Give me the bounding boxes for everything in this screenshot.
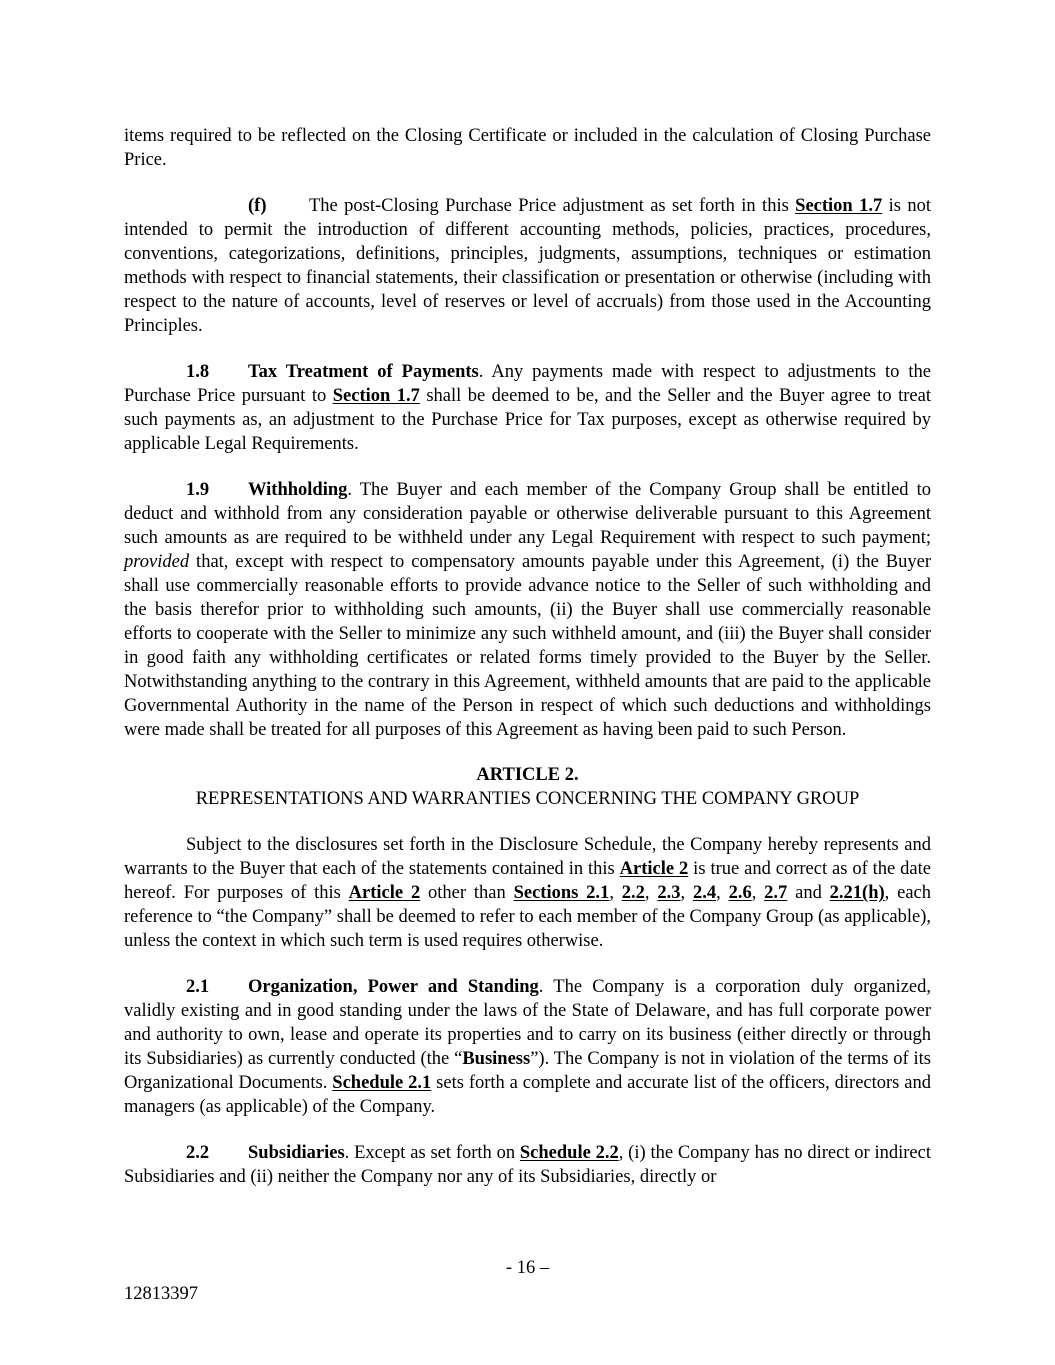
- section-number: 2.1: [186, 977, 210, 997]
- article-heading: ARTICLE 2.: [476, 765, 579, 785]
- clause-label: (f): [248, 196, 267, 216]
- section-title: Organization, Power and Standing: [248, 977, 539, 997]
- cross-reference-link[interactable]: 2.3: [657, 883, 681, 903]
- cross-reference-link[interactable]: Section 1.7: [332, 386, 420, 406]
- italic-term: provided: [124, 552, 190, 572]
- cross-reference-link[interactable]: Section 1.7: [795, 196, 883, 216]
- cross-reference-link[interactable]: Schedule 2.2: [519, 1143, 619, 1163]
- document-page: [124, 124, 931, 1189]
- cross-reference-link[interactable]: Sections 2.1: [513, 883, 610, 903]
- document-id: 12813397: [124, 1284, 198, 1304]
- cross-reference-link[interactable]: 2.4: [692, 883, 717, 903]
- section-number: 1.8: [186, 362, 210, 382]
- section-number: 1.9: [186, 480, 210, 500]
- paragraph-continuation: items required to be reflected on the Closing Certificate or included in the calculation of Closing Purchase Price.: [124, 126, 931, 170]
- section-1-8: 1.8 Tax Treatment of Payments. Any payments made with respect to adjustments to the Purchase Price pursuant to Section 1.7 shall be deemed to be, and the Seller and the Buyer agree to treat such payments as, an adjustment to the Purchase Price for Tax purposes, except as otherwise required by applicable Legal Requirements.: [124, 362, 932, 454]
- article-subheading: REPRESENTATIONS AND WARRANTIES CONCERNING THE COMPANY GROUP: [195, 789, 860, 809]
- cross-reference-link[interactable]: Article 2: [619, 859, 689, 879]
- paragraph-1-7-f: (f) The post-Closing Purchase Price adjustment as set forth in this Section 1.7 is not intended to permit the introduction of different accounting methods, policies, practices, procedures, conventions, categorizations, definitions, principles, judgments, assumptions, techniques or estimation methods with respect to financial statements, their classification or presentation or otherwise (including with respect to the nature of accounts, level of reserves or level of accruals) from those used in the Accounting Principles.: [124, 196, 931, 336]
- article-2-intro: Subject to the disclosures set forth in the Disclosure Schedule, the Company hereby represents and warrants to the Buyer that each of the statements contained in this Article 2 is true and correct as of the date hereof. For purposes of this Article 2 other than Sections 2.1, 2.2, 2.3, 2.4, 2.6, 2.7 and 2.21(h), each reference to “the Company” shall be deemed to refer to each member of the Company Group (as applicable), unless the context in which such term is used requires otherwise.: [124, 835, 932, 951]
- cross-reference-link[interactable]: Schedule 2.1: [332, 1073, 432, 1093]
- section-2-2: 2.2 Subsidiaries. Except as set forth on Schedule 2.2, (i) the Company has no direct or indirect Subsidiaries and (ii) neither the Company nor any of its Subsidiaries, directly or: [124, 1143, 931, 1187]
- section-1-9: 1.9 Withholding. The Buyer and each member of the Company Group shall be entitled to deduct and withhold from any consideration payable or otherwise deliverable pursuant to this Agreement such amounts as are required to be withheld under any Legal Requirement with respect to such payment; provided that, except with respect to compensatory amounts payable under this Agreement, (i) the Buyer shall use commercially reasonable efforts to provide advance notice to the Seller of such withholding and the basis therefor prior to withholding such amounts, (ii) the Buyer shall use commercially reasonable efforts to cooperate with the Seller to minimize any such withheld amount, and (iii) the Buyer shall consider in good faith any withholding certificates or related forms timely provided to the Buyer by the Seller. Notwithstanding anything to the contrary in this Agreement, withheld amounts that are paid to the applicable Governmental Authority in the name of the Person in respect of which such deductions and withholdings were made shall be treated for all purposes of this Agreement as having been paid to such Person.: [124, 480, 931, 740]
- section-number: 2.2: [186, 1143, 210, 1163]
- section-2-1: 2.1 Organization, Power and Standing. The Company is a corporation duly organized, validly existing and in good standing under the laws of the State of Delaware, and has full corporate power and authority to own, lease and operate its properties and to carry on its business (either directly or through its Subsidiaries) as currently conducted (the “Business”). The Company is not in violation of the terms of its Organizational Documents. Schedule 2.1 sets forth a complete and accurate list of the officers, directors and managers (as applicable) of the Company.: [124, 977, 931, 1117]
- cross-reference-link[interactable]: 2.7: [764, 883, 788, 903]
- section-title: Subsidiaries: [248, 1143, 345, 1163]
- section-title: Withholding: [248, 480, 348, 500]
- section-title: Tax Treatment of Payments: [248, 362, 479, 382]
- cross-reference-link[interactable]: 2.2: [621, 883, 645, 903]
- cross-reference-link[interactable]: 2.6: [728, 883, 752, 903]
- defined-term: Business: [462, 1049, 531, 1069]
- page-number: - 16 –: [505, 1258, 550, 1278]
- cross-reference-link[interactable]: Article 2: [348, 883, 421, 903]
- cross-reference-link[interactable]: 2.21(h): [829, 883, 885, 903]
